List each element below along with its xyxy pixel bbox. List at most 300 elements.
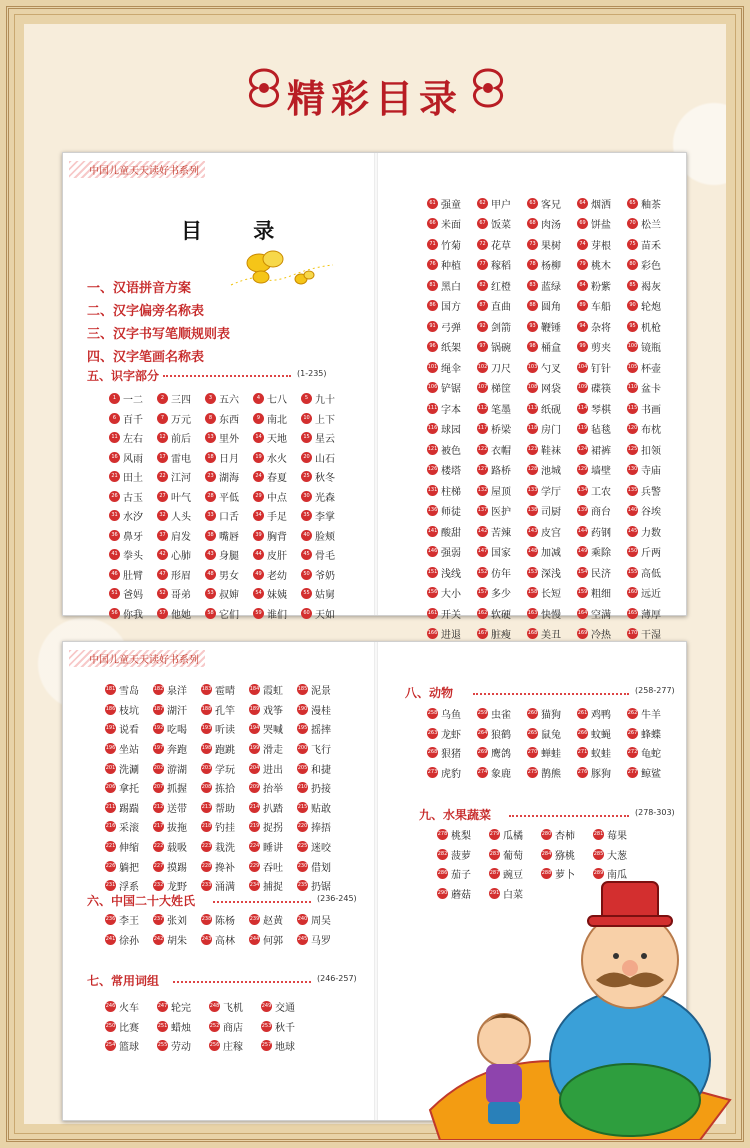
toc-entry[interactable] [301,409,349,429]
toc-entry[interactable] [205,467,253,487]
toc-entry[interactable] [627,480,677,501]
toc-entry[interactable] [153,798,201,818]
toc-entry[interactable] [105,719,153,739]
toc-entry[interactable] [627,521,677,542]
toc-entry[interactable] [427,255,477,276]
toc-entry[interactable] [527,398,577,419]
toc-entry[interactable] [205,584,253,604]
toc-entry[interactable] [205,409,253,429]
toc-entry[interactable] [157,584,205,604]
toc-entry[interactable] [297,876,345,896]
toc-entry[interactable] [201,910,249,930]
toc-entry[interactable] [477,316,527,337]
toc-entry[interactable] [627,419,677,440]
toc-entry[interactable] [157,997,209,1017]
toc-entry[interactable] [577,255,627,276]
toc-entry[interactable] [577,583,627,604]
toc-entry[interactable] [577,521,627,542]
toc-entry[interactable] [249,758,297,778]
toc-entry[interactable] [627,743,677,763]
toc-entry[interactable] [153,817,201,837]
toc-entry[interactable] [201,700,249,720]
section-8-label[interactable]: 八、动物 [405,686,454,700]
toc-entry[interactable] [577,501,627,522]
toc-entry[interactable] [205,389,253,409]
toc-entry[interactable] [527,583,577,604]
toc-entry[interactable] [253,584,301,604]
toc-entry[interactable] [627,255,677,276]
toc-entry[interactable] [249,817,297,837]
toc-entry[interactable] [253,487,301,507]
toc-entry[interactable] [427,419,477,440]
toc-entry[interactable] [477,743,527,763]
toc-entry[interactable] [109,448,157,468]
toc-entry[interactable] [201,930,249,950]
section-9-label[interactable]: 九、水果蔬菜 [419,808,492,822]
toc-entry[interactable] [105,997,157,1017]
toc-entry[interactable] [209,1036,261,1056]
toc-entry[interactable] [627,214,677,235]
toc-entry[interactable] [527,704,577,724]
toc-entry[interactable] [427,275,477,296]
entry-number-badge: 102 [477,362,488,373]
toc-entry[interactable] [153,700,201,720]
toc-entry[interactable] [477,419,527,440]
toc-entry[interactable] [577,704,627,724]
entry-number-badge: 61 [427,198,438,209]
entry-number-badge: 135 [627,485,638,496]
toc-entry[interactable] [527,234,577,255]
toc-entry[interactable] [157,428,205,448]
toc-entry[interactable] [249,778,297,798]
toc-entry[interactable] [477,378,527,399]
toc-entry[interactable] [577,743,627,763]
toc-entry[interactable] [477,255,527,276]
toc-entry[interactable] [105,700,153,720]
toc-entry[interactable] [427,603,477,624]
toc-entry[interactable] [627,501,677,522]
toc-entry[interactable] [527,480,577,501]
toc-entry[interactable] [477,562,527,583]
toc-entry[interactable] [427,480,477,501]
toc-entry[interactable] [577,193,627,214]
toc-entry[interactable] [527,419,577,440]
toc-entry[interactable] [627,357,677,378]
toc-entry[interactable] [253,448,301,468]
toc-entry[interactable] [593,845,645,865]
toc-entry[interactable] [301,428,349,448]
toc-entry[interactable] [527,316,577,337]
toc-entry[interactable] [109,545,157,565]
toc-entry[interactable] [105,910,153,930]
toc-entry[interactable] [489,825,541,845]
toc-entry[interactable] [249,700,297,720]
toc-entry[interactable] [105,778,153,798]
toc-entry[interactable] [249,719,297,739]
toc-entry[interactable] [157,526,205,546]
toc-entry[interactable] [157,565,205,585]
toc-entry[interactable] [627,439,677,460]
entry-number-badge: 64 [577,198,588,209]
toc-entry[interactable] [201,798,249,818]
toc-entry[interactable] [577,460,627,481]
toc-entry[interactable] [201,758,249,778]
toc-entry[interactable] [427,357,477,378]
toc-entry[interactable] [201,680,249,700]
toc-entry[interactable] [205,448,253,468]
toc-entry[interactable] [253,467,301,487]
toc-entry[interactable] [153,739,201,759]
toc-entry[interactable] [577,316,627,337]
toc-entry[interactable] [205,526,253,546]
toc-entry[interactable] [527,357,577,378]
toc-entry[interactable] [477,275,527,296]
toc-entry[interactable] [109,604,157,624]
toc-entry[interactable] [157,467,205,487]
toc-entry[interactable] [427,501,477,522]
toc-entry[interactable] [157,448,205,468]
toc-entry[interactable] [577,562,627,583]
toc-entry[interactable] [109,467,157,487]
toc-entry[interactable] [627,296,677,317]
toc-entry[interactable] [477,501,527,522]
toc-entry[interactable] [301,545,349,565]
toc-entry[interactable] [527,763,577,783]
toc-entry[interactable] [527,439,577,460]
toc-entry[interactable] [253,604,301,624]
toc-entry[interactable] [577,337,627,358]
toc-entry[interactable] [627,724,677,744]
toc-entry[interactable] [427,439,477,460]
toc-entry[interactable] [301,389,349,409]
toc-entry[interactable] [477,460,527,481]
entry-number-badge: 149 [577,546,588,557]
toc-entry[interactable] [205,487,253,507]
toc-entry[interactable] [427,398,477,419]
toc-entry[interactable] [109,487,157,507]
entry-word: 米面 [441,220,461,232]
toc-entry[interactable] [427,542,477,563]
toc-entry[interactable] [301,565,349,585]
toc-entry[interactable] [577,763,627,783]
toc-entry[interactable] [297,817,345,837]
toc-entry[interactable] [157,506,205,526]
toc-entry[interactable] [593,825,645,845]
toc-entry[interactable] [527,562,577,583]
toc-entry[interactable] [153,778,201,798]
toc-entry[interactable] [577,603,627,624]
toc-entry[interactable] [577,296,627,317]
toc-entry[interactable] [253,409,301,429]
toc-entry[interactable] [201,876,249,896]
toc-entry[interactable] [427,704,477,724]
toc-entry[interactable] [627,704,677,724]
entry-number-badge: 271 [577,747,588,758]
entry-word: 粉紫 [591,281,611,293]
toc-entry[interactable] [577,480,627,501]
toc-entry[interactable] [527,214,577,235]
toc-entry[interactable] [157,409,205,429]
toc-entry[interactable] [297,910,345,930]
toc-entry[interactable] [627,583,677,604]
toc-entry[interactable] [153,910,201,930]
toc-entry[interactable] [477,763,527,783]
toc-entry[interactable] [427,743,477,763]
toc-entry[interactable] [627,562,677,583]
toc-entry[interactable] [301,584,349,604]
toc-entry[interactable] [477,542,527,563]
toc-entry[interactable] [427,193,477,214]
toc-entry[interactable] [427,316,477,337]
toc-entry[interactable] [261,1017,313,1037]
toc-entry[interactable] [527,460,577,481]
toc-entry[interactable] [527,521,577,542]
toc-entry[interactable] [297,739,345,759]
toc-entry[interactable] [301,526,349,546]
toc-entry[interactable] [477,603,527,624]
toc-entry[interactable] [249,930,297,950]
toc-entry[interactable] [297,837,345,857]
toc-entry[interactable] [105,837,153,857]
toc-entry[interactable] [205,565,253,585]
toc-entry[interactable] [577,439,627,460]
toc-entry[interactable] [253,506,301,526]
entry-number-badge: 168 [527,628,538,639]
toc-entry[interactable] [253,428,301,448]
toc-entry[interactable] [157,487,205,507]
toc-entry[interactable] [477,521,527,542]
toc-entry[interactable] [527,275,577,296]
toc-entry[interactable] [627,316,677,337]
entry-word: 粗细 [591,589,611,601]
toc-entry[interactable] [427,337,477,358]
toc-entry[interactable] [477,296,527,317]
toc-entry[interactable] [477,583,527,604]
toc-entry[interactable] [627,193,677,214]
toc-entry[interactable] [105,680,153,700]
entry-word: 黑白 [441,281,461,293]
toc-entry[interactable] [301,604,349,624]
toc-entry[interactable] [109,526,157,546]
toc-entry[interactable] [527,743,577,763]
toc-entry[interactable] [427,583,477,604]
section-5-label[interactable]: 五、识字部分 [87,369,160,383]
toc-entry[interactable] [627,234,677,255]
toc-entry[interactable] [209,997,261,1017]
toc-entry[interactable] [205,506,253,526]
toc-entry[interactable] [477,357,527,378]
toc-entry[interactable] [627,337,677,358]
entry-number-badge: 96 [427,341,438,352]
toc-entry[interactable] [489,845,541,865]
toc-entry[interactable] [153,930,201,950]
toc-entry[interactable] [153,719,201,739]
toc-entry[interactable] [527,296,577,317]
toc-entry[interactable] [577,542,627,563]
entry-word: 国家 [491,548,511,560]
toc-entry[interactable] [109,428,157,448]
toc-entry[interactable] [261,997,313,1017]
toc-entry[interactable] [577,275,627,296]
toc-entry[interactable] [627,378,677,399]
toc-entry[interactable] [109,506,157,526]
toc-entry[interactable] [427,763,477,783]
toc-entry[interactable] [427,378,477,399]
toc-entry[interactable] [477,193,527,214]
toc-entry[interactable] [527,542,577,563]
toc-entry[interactable] [153,680,201,700]
toc-entry[interactable] [541,845,593,865]
toc-entry[interactable] [477,480,527,501]
entry-number-badge: 94 [577,321,588,332]
toc-entry[interactable] [205,604,253,624]
toc-entry[interactable] [627,603,677,624]
toc-entry[interactable] [157,1017,209,1037]
toc-entry[interactable] [253,565,301,585]
entry-number-badge: 204 [249,763,260,774]
toc-entry[interactable] [577,724,627,744]
toc-entry[interactable] [109,409,157,429]
toc-entry[interactable] [527,603,577,624]
toc-entry[interactable] [105,758,153,778]
toc-entry[interactable] [627,275,677,296]
section-7-label[interactable]: 七、常用词组 [87,974,160,988]
toc-entry[interactable] [527,337,577,358]
toc-entry[interactable] [477,214,527,235]
toc-entry[interactable] [201,817,249,837]
toc-entry[interactable] [253,526,301,546]
toc-entry[interactable] [253,545,301,565]
section-link-2[interactable]: 二、汉字偏旁名称表 [87,304,205,319]
toc-entry[interactable] [157,604,205,624]
toc-entry[interactable] [427,296,477,317]
toc-entry[interactable] [627,763,677,783]
toc-entry[interactable] [577,378,627,399]
toc-entry[interactable] [427,234,477,255]
toc-entry[interactable] [477,234,527,255]
toc-entry[interactable] [541,825,593,845]
section-link-4[interactable]: 四、汉字笔画名称表 [87,350,205,365]
toc-entry[interactable] [297,856,345,876]
entry-word: 胸背 [267,531,287,543]
toc-entry[interactable] [105,1036,157,1056]
toc-entry[interactable] [427,214,477,235]
word-grid-258-277 [427,704,677,782]
entry-number-badge: 32 [157,510,168,521]
toc-entry[interactable] [427,562,477,583]
toc-entry[interactable] [527,724,577,744]
toc-entry[interactable] [301,506,349,526]
leader-dots [509,815,629,817]
toc-entry[interactable] [477,704,527,724]
toc-entry[interactable] [427,521,477,542]
toc-entry[interactable] [109,565,157,585]
toc-entry[interactable] [249,739,297,759]
toc-entry[interactable] [527,193,577,214]
toc-entry[interactable] [527,255,577,276]
toc-entry[interactable] [477,724,527,744]
toc-entry[interactable] [301,487,349,507]
toc-entry[interactable] [577,357,627,378]
toc-entry[interactable] [527,501,577,522]
toc-entry[interactable] [209,1017,261,1037]
toc-entry[interactable] [105,856,153,876]
toc-entry[interactable] [153,837,201,857]
section-link-3[interactable]: 三、汉字书写笔顺规则表 [87,327,231,342]
toc-entry[interactable] [301,467,349,487]
toc-entry[interactable] [153,758,201,778]
toc-entry[interactable] [627,542,677,563]
toc-entry[interactable] [157,1036,209,1056]
toc-entry[interactable] [153,856,201,876]
toc-entry[interactable] [109,584,157,604]
toc-entry[interactable] [105,930,153,950]
toc-entry[interactable] [201,837,249,857]
toc-entry[interactable] [297,700,345,720]
toc-entry[interactable] [249,798,297,818]
toc-entry[interactable] [249,876,297,896]
toc-entry[interactable] [201,739,249,759]
toc-entry[interactable] [105,798,153,818]
section-link-1[interactable]: 一、汉语拼音方案 [87,281,192,296]
toc-entry[interactable] [297,680,345,700]
toc-entry[interactable] [297,930,345,950]
section-6-label[interactable]: 六、中国二十大姓氏 [87,894,196,908]
toc-entry[interactable] [577,419,627,440]
toc-entry[interactable] [105,1017,157,1037]
toc-entry[interactable] [157,545,205,565]
toc-entry[interactable] [205,428,253,448]
toc-entry[interactable] [627,460,677,481]
toc-entry[interactable] [427,724,477,744]
entry-word: 江河 [171,473,191,485]
toc-entry[interactable] [201,719,249,739]
entry-word: 圆角 [541,302,561,314]
toc-entry[interactable] [249,680,297,700]
toc-entry[interactable] [157,389,205,409]
toc-entry[interactable] [577,234,627,255]
toc-entry[interactable] [301,448,349,468]
toc-entry[interactable] [297,758,345,778]
toc-entry[interactable] [105,817,153,837]
toc-entry[interactable] [249,910,297,930]
toc-entry[interactable] [437,845,489,865]
toc-entry[interactable] [201,778,249,798]
toc-entry[interactable] [477,337,527,358]
toc-entry[interactable] [577,398,627,419]
toc-entry[interactable] [205,545,253,565]
entry-number-badge: 63 [527,198,538,209]
toc-entry[interactable] [477,439,527,460]
toc-entry[interactable] [249,837,297,857]
toc-entry[interactable] [297,798,345,818]
toc-entry[interactable] [253,389,301,409]
toc-entry[interactable] [477,398,527,419]
toc-entry[interactable] [437,825,489,845]
toc-entry[interactable] [527,378,577,399]
toc-entry[interactable] [249,856,297,876]
toc-entry[interactable] [297,778,345,798]
toc-entry[interactable] [297,719,345,739]
toc-entry[interactable] [261,1036,313,1056]
toc-entry[interactable] [201,856,249,876]
toc-entry[interactable] [109,389,157,409]
toc-entry[interactable] [577,214,627,235]
toc-entry[interactable] [105,739,153,759]
toc-entry[interactable] [627,398,677,419]
entry-word: 稼稻 [491,261,511,273]
toc-entry[interactable] [427,460,477,481]
